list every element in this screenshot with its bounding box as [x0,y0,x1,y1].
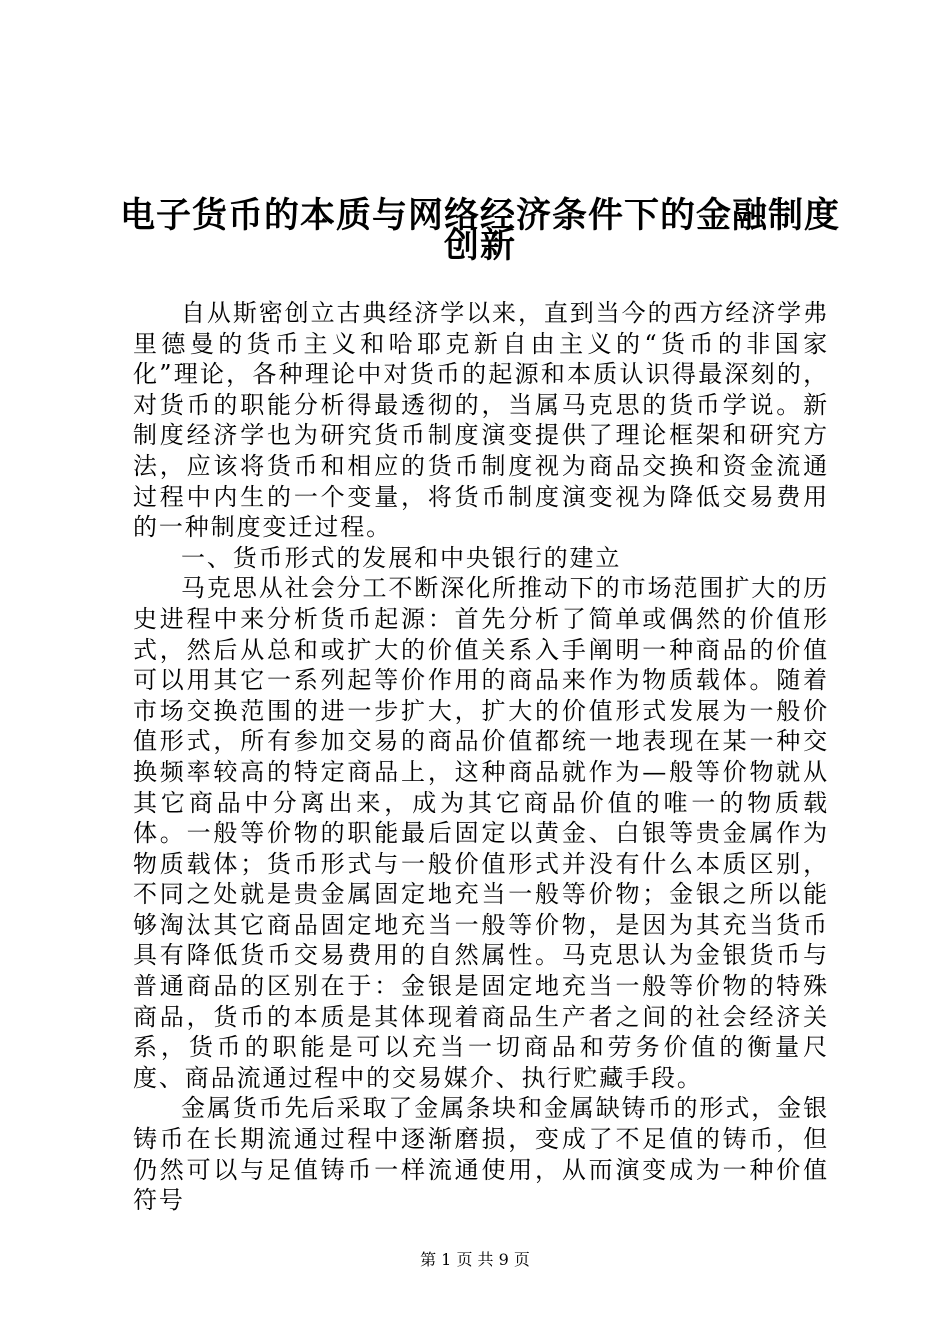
document-title-line-1: 电子货币的本质与网络经济条件下的金融制度 [119,196,840,236]
paragraph-metal-currency: 金属货币先后采取了金属条块和金属缺铸币的形式，金银铸币在长期流通过程中逐渐磨损，变成了不足值的铸币，但仍然可以与足值铸币一样流通使用，从而演变成为一种价值符号 [133,1094,829,1215]
page-footer: 第 1 页 共 9 页 [420,1250,530,1269]
paragraph-marx-analysis: 马克思从社会分工不断深化所推动下的市场范围扩大的历史进程中来分析货币起源：首先分析了简单或偶然的价值形式，然后从总和或扩大的价值关系入手阐明一种商品的价值可以用其它一系列起等价作用的商品来作为物质载体。随着市场交换范围的进一步扩大，扩大的价值形式发展为一般价值形式，所有参加交易的商品价值都统一地表现在某一种交换频率较高的特定商品上，这种商品就作为—般等价物就从其它商品中分离出来，成为其它商品价值的唯一的物质载体。一般等价物的职能最后固定以黄金、白银等贵金属作为物质载体；货币形式与一般价值形式并没有什么本质区别，不同之处就是贵金属固定地充当一般等价物；金银之所以能够淘汰其它商品固定地充当一般等价物，是因为其充当货币具有降低货币交易费用的自然属性。马克思认为金银货币与普通商品的区别在于：金银是固定地充当一般等价物的特殊商品，货币的本质是其体现着商品生产者之间的社会经济关系，货币的职能是可以充当一切商品和劳务价值的衡量尺度、商品流通过程中的交易媒介、执行贮藏手段。 [133,574,829,1092]
document-body [133,298,829,1216]
paragraph-intro: 自从斯密创立古典经济学以来，直到当今的西方经济学弗里德曼的货币主义和哈耶克新自由主义的“货币的非国家化”理论，各种理论中对货币的起源和本质认识得最深刻的，对货币的职能分析得最透彻的，当属马克思的货币学说。新制度经济学也为研究货币制度演变提供了理论框架和研究方法，应该将货币和相应的货币制度视为商品交换和资金流通过程中内生的一个变量，将货币制度演变视为降低交易费用的一种制度变迁过程。 [133,299,829,542]
document-title-line-2: 创新 [443,226,516,266]
section-heading: 一、货币形式的发展和中央银行的建立 [181,543,622,572]
